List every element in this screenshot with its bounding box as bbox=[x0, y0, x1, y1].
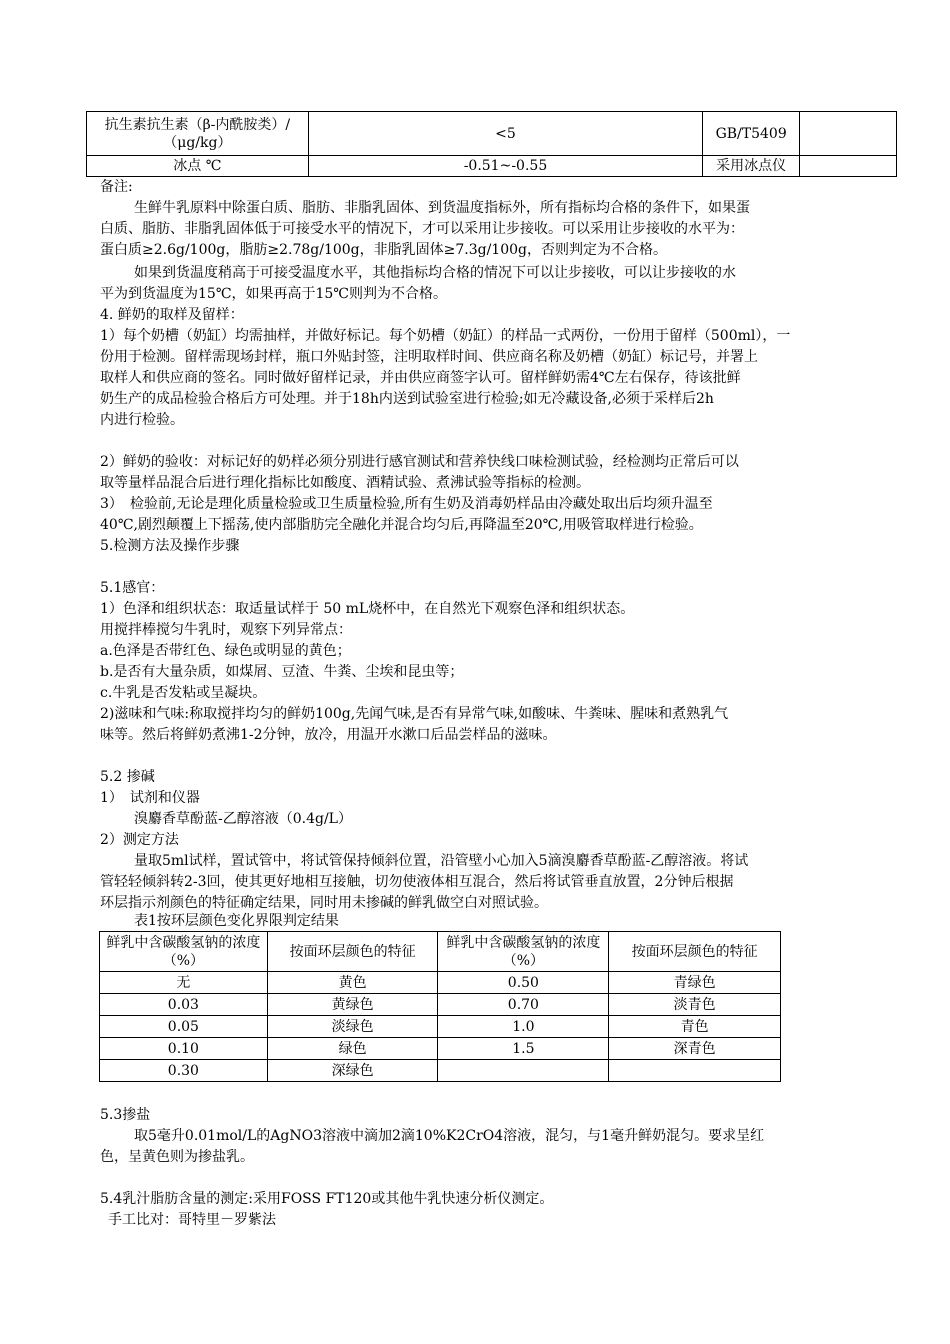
section-heading: 5.4乳汁脂肪含量的测定:采用FOSS FT120或其他牛乳快速分析仪测定。 bbox=[100, 1191, 554, 1207]
text-line: 2)滋味和气味:称取搅拌均匀的鲜奶100g,先闻气味,是否有异常气味,如酸味、牛粪味、腥味和煮熟乳气 bbox=[100, 706, 729, 722]
table-cell: 0.03 bbox=[100, 994, 268, 1016]
table-cell: 采用冰点仪 bbox=[703, 156, 800, 177]
text-line: 味等。然后将鲜奶煮沸1-2分钟，放冷，用温开水漱口后品尝样品的滋味。 bbox=[100, 727, 557, 743]
table-cell: 深青色 bbox=[609, 1038, 781, 1060]
alkali-table bbox=[99, 931, 781, 1082]
table-cell: 深绿色 bbox=[267, 1060, 438, 1082]
text-line: 奶生产的成品检验合格后方可处理。并于18h内送到试验室进行检验;如无冷藏设备,必须于采样后2h bbox=[100, 391, 714, 407]
table-row bbox=[87, 156, 897, 177]
top-table bbox=[86, 111, 897, 177]
table-row bbox=[100, 1016, 781, 1038]
table-cell: 绿色 bbox=[267, 1038, 438, 1060]
table-cell bbox=[800, 156, 897, 177]
text-line: 内进行检验。 bbox=[100, 412, 184, 428]
text-line: 2）测定方法 bbox=[100, 832, 179, 848]
table-cell: <5 bbox=[308, 112, 702, 156]
text-line: 平为到货温度为15℃，如果再高于15℃则判为不合格。 bbox=[100, 286, 447, 302]
text-line: 3） 检验前,无论是理化质量检验或卫生质量检验,所有生奶及消毒奶样品由冷藏处取出后均须升温至 bbox=[100, 496, 713, 512]
text-line: 40℃,剧烈颠覆上下摇荡,使内部脂肪完全融化并混合均匀后,再降温至20℃,用吸管取样进行检验。 bbox=[100, 517, 703, 533]
text-line: 环层指示剂颜色的特征确定结果，同时用未掺碱的鲜乳做空白对照试验。 bbox=[100, 895, 548, 911]
text-line: 手工比对：哥特里－罗紫法 bbox=[108, 1212, 276, 1228]
table-header-cell: 按面环层颜色的特征 bbox=[267, 932, 438, 972]
text-line: a.色泽是否带红色、绿色或明显的黄色； bbox=[100, 643, 351, 659]
text-line: 生鲜牛乳原料中除蛋白质、脂肪、非脂乳固体、到货温度指标外，所有指标均合格的条件下，如果蛋 bbox=[134, 200, 750, 216]
table-cell: 0.10 bbox=[100, 1038, 268, 1060]
table-cell bbox=[609, 1060, 781, 1082]
text-line: c.牛乳是否发粘或呈凝块。 bbox=[100, 685, 267, 701]
text-line: 色，呈黄色则为掺盐乳。 bbox=[100, 1149, 254, 1165]
text-line: 取等量样品混合后进行理化指标比如酸度、酒精试验、煮沸试验等指标的检测。 bbox=[100, 475, 590, 491]
section-heading: 5.3掺盐 bbox=[100, 1107, 151, 1123]
table-cell: 0.30 bbox=[100, 1060, 268, 1082]
text-line: 白质、脂肪、非脂乳固体低于可接受水平的情况下，才可以采用让步接收。可以采用让步接收的水平为： bbox=[100, 221, 744, 237]
table-header-row bbox=[100, 932, 781, 972]
text-line: b.是否有大量杂质，如煤屑、豆渣、牛粪、尘埃和昆虫等； bbox=[100, 664, 464, 680]
table-caption: 表1按环层颜色变化界限判定结果 bbox=[134, 913, 339, 929]
table-cell: 1.0 bbox=[438, 1016, 609, 1038]
table-cell: 青绿色 bbox=[609, 972, 781, 994]
text-line: 管轻轻倾斜转2-3回，使其更好地相互接触，切勿使液体相互混合，然后将试管垂直放置，2分钟后根据 bbox=[100, 874, 734, 890]
text-line: 量取5ml试样，置试管中，将试管保持倾斜位置，沿管壁小心加入5滴溴麝香草酚蓝-乙醇溶液。将试 bbox=[134, 853, 749, 869]
table-cell: GB/T5409 bbox=[703, 112, 800, 156]
table-row bbox=[100, 994, 781, 1016]
text-line: 如果到货温度稍高于可接受温度水平，其他指标均合格的情况下可以让步接收，可以让步接收的水 bbox=[134, 265, 736, 281]
table-cell: 1.5 bbox=[438, 1038, 609, 1060]
table-cell: 黄色 bbox=[267, 972, 438, 994]
section-heading: 4. 鲜奶的取样及留样： bbox=[100, 307, 244, 323]
table-row bbox=[100, 1060, 781, 1082]
table-cell: 青色 bbox=[609, 1016, 781, 1038]
table-cell: 无 bbox=[100, 972, 268, 994]
table-cell: 冰点 ℃ bbox=[87, 156, 309, 177]
table-cell: 0.70 bbox=[438, 994, 609, 1016]
table-cell: 0.50 bbox=[438, 972, 609, 994]
text-line: 取样人和供应商的签名。同时做好留样记录，并由供应商签字认可。留样鲜奶需4℃左右保存，待该批鲜 bbox=[100, 370, 741, 386]
text-line: 蛋白质≥2.6g/100g，脂肪≥2.78g/100g，非脂乳固体≥7.3g/100g，否则判定为不合格。 bbox=[100, 242, 667, 258]
table-cell bbox=[800, 112, 897, 156]
text-line: 用搅拌棒搅匀牛乳时，观察下列异常点： bbox=[100, 622, 352, 638]
table-header-cell: 按面环层颜色的特征 bbox=[609, 932, 781, 972]
section-heading: 5.2 掺碱 bbox=[100, 769, 155, 785]
table-cell: 抗生素抗生素（β-内酰胺类）/（μg/kg） bbox=[87, 112, 309, 156]
table-row bbox=[87, 112, 897, 156]
section-heading: 5.检测方法及操作步骤 bbox=[100, 538, 240, 554]
text-line: 1）每个奶槽（奶缸）均需抽样，并做好标记。每个奶槽（奶缸）的样品一式两份，一份用于留样（500ml），一 bbox=[100, 328, 791, 344]
text-line: 份用于检测。留样需现场封样，瓶口外贴封签，注明取样时间、供应商名称及奶槽（奶缸）标记号，并署上 bbox=[100, 349, 758, 365]
table-header-cell: 鲜乳中含碳酸氢钠的浓度（%） bbox=[100, 932, 268, 972]
table-cell: 淡绿色 bbox=[267, 1016, 438, 1038]
table-row bbox=[100, 972, 781, 994]
text-line: 1）色泽和组织状态：取适量试样于 50 mL烧杯中，在自然光下观察色泽和组织状态。 bbox=[100, 601, 635, 617]
notes-title: 备注: bbox=[100, 179, 133, 195]
table-header-cell: 鲜乳中含碳酸氢钠的浓度（%） bbox=[438, 932, 609, 972]
table-cell: 0.05 bbox=[100, 1016, 268, 1038]
section-heading: 5.1感官： bbox=[100, 580, 165, 596]
table-cell bbox=[438, 1060, 609, 1082]
text-line: 取5毫升0.01mol/L的AgNO3溶液中滴加2滴10%K2CrO4溶液，混匀，与1毫升鲜奶混匀。要求呈红 bbox=[134, 1128, 765, 1144]
table-cell: 淡青色 bbox=[609, 994, 781, 1016]
text-line: 溴麝香草酚蓝-乙醇溶液（0.4g/L） bbox=[134, 811, 352, 827]
table-row bbox=[100, 1038, 781, 1060]
text-line: 2）鲜奶的验收：对标记好的奶样必须分别进行感官测试和营养快线口味检测试验，经检测均正常后可以 bbox=[100, 454, 739, 470]
table-cell: 黄绿色 bbox=[267, 994, 438, 1016]
text-line: 1） 试剂和仪器 bbox=[100, 790, 200, 806]
table-cell: -0.51~-0.55 bbox=[308, 156, 702, 177]
